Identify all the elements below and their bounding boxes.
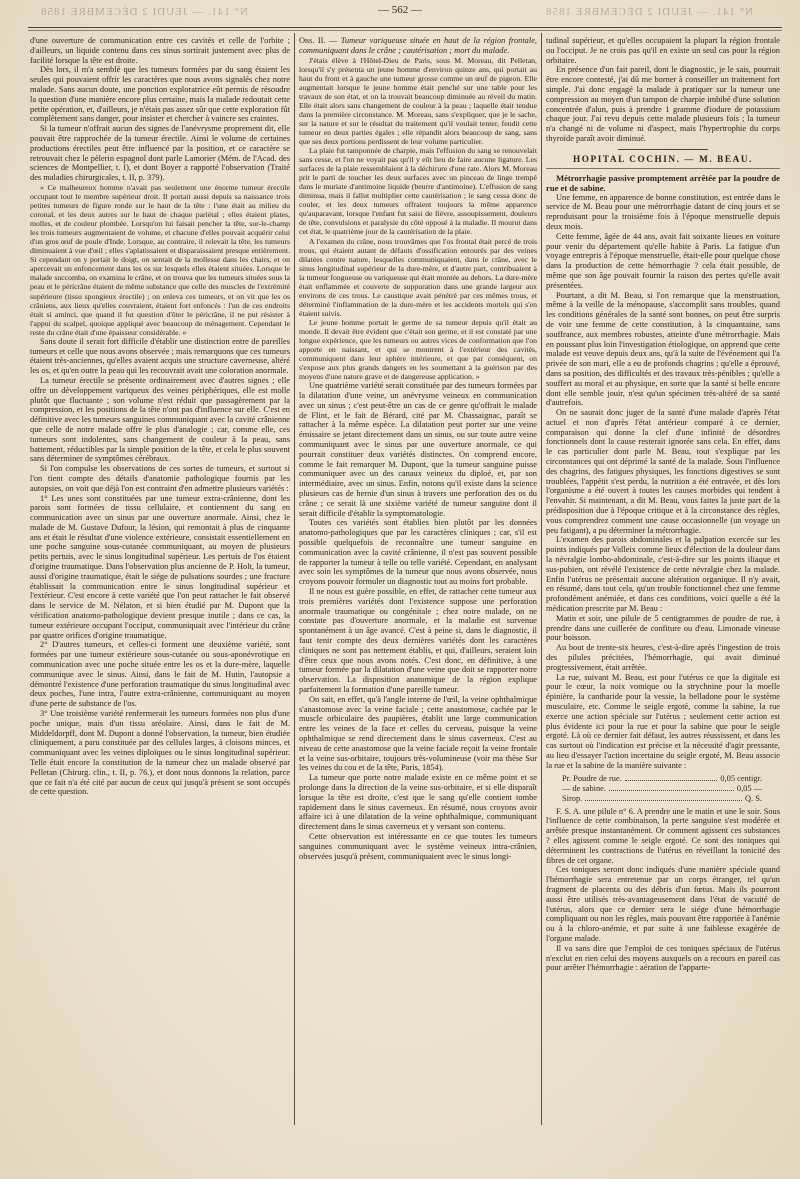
- bleed-through-header-right: N° 141. — JEUDI 2 DÉCEMBRE 1858: [545, 6, 754, 18]
- prescription-formula: [562, 774, 762, 804]
- column-divider-2: [541, 33, 542, 1125]
- column-3: [546, 36, 780, 973]
- formula-row: [562, 774, 762, 784]
- body-paragraph: La rue, suivant M. Beau, est pour l'utérus ce que la digitale est pour le cœur, la noix vomique ou la strychnine pour la moelle épinière, la cantharide pour la vessie, la belladone pour le système musculaire, etc. Comme le seigle ergoté, comme la sabine, la rue exerce une action spéciale sur l'utérus ; seulement cette action est plus évidente ici pour la rue et pour la sabine que pour le seigle ergoté. Là où ce dernier fait défaut, les autres réussissent, et dans les cas surtout où l'indication est précise et la nécessité d'agir pressante, au lieu d'essayer l'action incertaine du seigle ergoté, M. Beau associe la rue et la sabine de la manière suivante :: [546, 672, 780, 770]
- body-paragraph: Il va sans dire que l'emploi de ces toniques spéciaux de l'utérus n'exclut en rien celui des moyens auxquels on a recours en pareil cas pour arrêter l'hémorrhagie : aération de l'apparte-: [546, 943, 780, 973]
- body-paragraph: Cette femme, âgée de 44 ans, avait fait soixante lieues en voiture pour venir du département qu'elle habite à Paris. La fatigue d'un voyage entrepris à l'époque menstruelle, était-elle pour quelque chose dans la production de cette hémorrhagie ? cela était possible, de même que son âge pouvait fournir la raison des pertes qu'elle avait présentées.: [546, 231, 780, 290]
- body-paragraph: Matin et soir, une pilule de 5 centigrammes de poudre de rue, à prendre dans une cuillerée de confiture ou d'eau. Limonade vineuse pour boisson.: [546, 613, 780, 643]
- body-paragraph: Une quatrième variété serait constituée par des tumeurs formées par la dilatation d'une veine, un anévrysme veineux en communication avec un sinus ; c'est peut-être un cas de ce genre qu'offrait le malade de Flint, et le fait de Bérard, cité par M. Chassaignac, paraît se rattacher à la même espèce. La dilatation peut porter sur une veine émissaire se jetant directement dans un sinus, ou sur toute autre veine communiquant avec le sinus par une ouverture anormale, ce qui pourrait constituer deux variétés distinctes. On comprend encore, comme le fait remarquer M. Dupont, que la tumeur sanguine puisse communiquer avec un des canaux veineux du diploé, et, par son intermédiaire, avec un sinus. Enfin, notons qu'il existe dans la science plusieurs cas de hernie d'un sinus à travers une perforation des os du crâne ; ce serait là une sixième variété de tumeur sanguine dont il serait difficile d'établir la symptomatologie.: [299, 381, 537, 518]
- body-paragraph: Au bout de trente-six heures, c'est-à-dire après l'ingestion de trois des pilules précitées, l'hémorrhagie, qui avait diminué progressivement, était arrêtée.: [546, 643, 780, 672]
- formula-ingredient: — de sabine.: [562, 783, 606, 793]
- body-paragraph: Sans doute il serait fort difficile d'établir une distinction entre de pareilles tumeurs et celle que nous avons observée ; mais remarquons que ces tumeurs étaient très-anciennes, qu'elles avaient acquis une structure caverneuse, altéré les os, et qu'en outre la peau qui les recouvrait avait une coloration anormale.: [30, 336, 290, 376]
- formula-amount: 0,05 centigr.: [720, 773, 762, 783]
- quoted-passage: J'étais élève à l'Hôtel-Dieu de Paris, sous M. Moreau, dit Pelletan, lorsqu'il s'y présenta un jeune homme d'environ quinze ans, qui portait au haut du front et à gauche une tumeur grosse comme un œuf de pigeon. Elle augmentait lorsque le jeune homme était penché sur une table pour les travaux de son état, et on la trouvait beaucoup diminuée au réveil du matin. Elle était alors sans changement de couleur à la peau ; laquelle était tendue dans la première circonstance. M. Moreau, sans s'expliquer, que je le sache, sur la nature et sur le résultat du traitement qu'il voulait tenter, fendit cette tumeur en deux parties égales ; elle répandit alors beaucoup de sang, sans que ses deux portions perdissent de leur volume particulier.: [299, 55, 537, 147]
- observation-label: Obs. II. —: [299, 36, 338, 45]
- dotted-leader: [585, 800, 742, 801]
- formula-row: [562, 794, 762, 804]
- bleed-through-header-left: N° 141. — JEUDI 2 DÉCEMBRE 1858: [40, 6, 249, 18]
- body-paragraph: On sait, en effet, qu'à l'angle interne de l'œil, la veine ophthalmique s'anastomose avec la veine faciale ; cette anastomose, cachée par le muscle orbiculaire des paupières, établit une large communication entre les veines de la face et celles du cerveau, puisque la veine ophthalmique se rend directement dans le sinus caverneux. C'est au niveau de cette anastomose que la veine faciale reçoit la veine frontale et la veine sus-orbitaire, toujours très-volumineuse (voir ma thèse Sur les veines du cou et de la tête, Paris, 1854).: [299, 694, 537, 773]
- body-paragraph: Si la tumeur n'offrait aucun des signes de l'anévrysme proprement dit, elle pouvait être rapprochée de la tumeur érectile. Ainsi le volume de certaines productions érectiles peut être influencé par la position, et ce caractère se retrouvait chez le pèlerin espagnol dont parle Lamorier (Mém. de l'Acad. des sciences de Montpellier, t. I), et dont Boyer a rapporté l'observation (Traité des maladies chirurgicales, t. II, p. 379).: [30, 124, 290, 183]
- observation-heading: [299, 36, 537, 56]
- formula-row: [562, 784, 762, 794]
- body-paragraph: La tumeur que porte notre malade existe en ce même point et se prolonge dans la direction de la veine sus-orbitaire, et si elle disparaît lorsque la tête est droite, c'est que le sang qu'elle contient tombe rapidement dans le sinus caverneux. En résumé, nous croyons avoir affaire ici à une dilatation de la veine ophthalmique, communiquant directement dans le sinus caverneux et y versant son contenu.: [299, 773, 537, 832]
- formula-ingredient: Sirop.: [562, 793, 583, 803]
- quoted-passage: La plaie fut tamponnée de charpie, mais l'effusion du sang se renouvelait sans cesse, et l'on ne voyait pas qu'il y eût lieu de faire aucune ligature. Les surfaces de la plaie ressemblaient à la déchirure d'une rate. Alors M. Moreau prit le parti de toucher les deux surfaces avec un pinceau de linge trempé dans le muriate d'antimoine liquide (beurre d'antimoine). L'effusion de sang diminua, mais il fallut multiplier cette cautérisation ; le sang cessa donc de couler, et les deux tumeurs offraient toujours la même apparence qu'auparavant, lorsque l'enfant fut saisi de fièvre, assoupissement, douleurs de tête, convulsions et paralysie du côté opposé à la maladie. Il mourut dans cet état, le quatrième jour de la cautérisation de la plaie.: [299, 146, 537, 237]
- dotted-leader: [625, 780, 718, 781]
- body-paragraph: Pourtant, a dit M. Beau, si l'on remarque que la menstruation, même à la veille de la ménopause, s'accomplit sans troubles, quand les conditions générales de la santé sont bonnes, on peut être surpris de voir une femme de cette constitution, à la cinquantaine, sans souffrance, aux membres robustes, atteinte d'une métrorrhagie. Mais en poussant plus loin l'investigation étiologique, on apprend que cette malade est veuve depuis deux ans, qu'à la suite de l'événement qui l'a privée de son mari, elle a eu de profonds chagrins ; qu'elle a éprouvé, dans sa position, des difficultés et des travaux très-pénibles ; qu'elle a souffert au moral et au physique, en sorte que la santé si belle encore dont elle semble jouir, n'est qu'un spécimen très-altéré de sa santé d'autrefois.: [546, 290, 780, 408]
- body-paragraph: Toutes ces variétés sont établies bien plutôt par les données anatomo-pathologiques que par les caractères cliniques ; car, s'il est possible quelquefois de reconnaître une tumeur sanguine en communication avec la cavité crânienne, il n'est pas souvent possible de rapporter la tumeur à telle ou telle variété. Cependant, en analysant avec soin les symptômes de la tumeur que nous avons observée, nous croyons pouvoir formuler un diagnostic tout au moins fort probable.: [299, 518, 537, 587]
- quoted-passage: Le jeune homme portait le germe de sa tumeur depuis qu'il était au monde. Il devait être évident que c'était son germe, et il est constaté par une longue expérience, que les tumeurs ou autres vices de conformation que l'on apporte en naissant, et qui se montrent à l'extérieur des cavités, communiquent dans leur sphère intérieure, et que par conséquent, on s'expose aux plus grands dangers en les soumettant à la guérison par des moyens d'une nature grave et de dangereuse application. »: [299, 317, 537, 382]
- hospital-heading: HOPITAL COCHIN. — M. BEAU.: [572, 153, 754, 164]
- header-rule: [28, 27, 782, 28]
- quoted-passage: « Ce malheureux homme n'avait pas seulement une énorme tumeur érectile occupant tout le membre supérieur droit. Il portait aussi depuis sa naissance trois petites tumeurs de figure ronde sur le haut de la tête : l'une était au milieu du coronal, et les deux autres sur le haut de chaque pariétal ; elles étaient plates, molles, et de couleur plombée. Lorsqu'on lui faisait pencher la tête, sur-le-champ les trois tumeurs augmentaient de volume, et chacune d'elles pouvait acquérir celui d'un gros œuf de poule d'Inde. Lorsque, au contraire, il relevait la tête, les tumeurs diminuaient à vue d'œil ; elles s'aplatissaient et disparaissaient presque entièrement. Si cependant on y portait le doigt, on sentait de la mollesse dans les chairs, et on apercevait un enfoncement dans les os sur lesquels elles étaient situées. Lorsque le malade succomba, on examina le crâne, et on trouva que les tumeurs situées sous la peau et le péricrâne étaient de même substance que celle des muscles de l'extrémité supérieure (tissu spongieux érectile) ; on enleva ces tumeurs, et on vit que les os crâniens, aux lieux qu'elles couvraient, étaient fort enfoncés : l'un de ces endroits était si aminci, que quand il fut question d'ôter le péricrâne, il ne put résister à l'appui du scalpel, quoique appliqué avec beaucoup de ménagement. Cependant le reste du crâne était d'une épaisseur considérable. »: [30, 182, 290, 337]
- body-paragraph: En présence d'un fait pareil, dont le diagnostic, je le sais, pourrait être encore contesté, j'ai dû me borner à conseiller un traitement fort simple. J'ai donc engagé la malade à pratiquer sur la tumeur une compression au moyen d'un tampon de charpie imbibé d'une solution concentrée d'alun, puis à prendre 1 gramme d'iodure de potassium chaque jour. J'ai revu depuis cette malade plusieurs fois ; la tumeur n'a changé ni de volume ni d'aspect, mais l'hypertrophie du corps thyroïde paraît avoir diminué.: [546, 65, 780, 143]
- body-paragraph: On ne saurait donc juger de la santé d'une malade d'après l'état actuel et non d'après l'état antérieur comparé à ce dernier, comparaison qui donne la clef d'une infinité de désordres fonctionnels dont la cause resterait ignorée sans cela. En effet, dans le cas particulier dont parle M. Beau, tout s'explique par les circonstances qui ont déprimé la santé de la malade. Sous l'influence des chagrins, des fatigues physiques, les fonctions digestives se sont troublées, l'appétit s'est perdu, la nutrition a été entravée, et dès lors l'organisme a été ouvert à toutes les causes morbides qui tendent à l'envahir. Si maintenant, a dit M. Beau, vous faites la juste part de la prédisposition due à l'époque critique et à la circonstance des règles, vous comprendrez comment une cause occasionnelle (un voyage un peu fatigant), a pu déterminer la métrorrhagie.: [546, 408, 780, 535]
- body-paragraph: d'une ouverture de communication entre ces cavités et celle de l'orbite ; d'ailleurs, un liquide contenu dans ces sinus sortirait justement avec plus de facilité lorsque la tête est droite.: [30, 36, 290, 65]
- formula-amount: 0,05 —: [736, 783, 762, 793]
- formula-amount: Q. S.: [745, 793, 762, 803]
- body-paragraph: Une femme, en apparence de bonne constitution, est entrée dans le service de M. Beau pour une métrorrhagie datant de cinq jours et se reproduisant pour la troisième fois à l'époque menstruelle depuis deux mois.: [546, 192, 780, 231]
- body-paragraph: Cette observation est intéressante en ce que toutes les tumeurs sanguines communiquant avec le système veineux intra-crânien, observées jusqu'à présent, communiquaient avec le sinus longi-: [299, 831, 537, 861]
- quoted-passage: A l'examen du crâne, nous trouvâmes que l'os frontal était percé de trois trous, qui étaient autant de défauts d'ossification entourés par des veines dilatées contre nature, lesquelles communiquaient, dans le crâne, avec le sinus longitudinal supérieur de la dure-mère, et d'autre part, contribuaient à la tumeur fongueuse ou variqueuse qui était montée au dehors. La dure-mère était enflammée et couverte de suppuration dans une grande largeur aux environs de ces trous. Le caustique avait pénétré par ces mêmes trous, et déterminé l'inflammation de la dure-mère et les accidents mortels qui s'en étaient suivis.: [299, 236, 538, 318]
- page-number: — 562 —: [378, 4, 422, 16]
- body-paragraph: Il ne nous est guère possible, en effet, de rattacher cette tumeur aux trois premières variétés dont l'existence suppose une perforation anormale traumatique ou congénitale ; chez notre malade, on ne constate pas d'ouverture anormale, et la maladie est survenue spontanément à un âge avancé. C'est à peine si, dans le diagnostic, il faut tenir compte des deux dernières variétés dont les caractères cliniques ne sont pas nettement établis, et qui, d'ailleurs, seraient loin d'être ceux que nous avons notés. C'est donc, en définitive, à une tumeur formée par la dilatation d'une veine que doit se rapporter notre observation. La disposition anatomique de la région explique parfaitement la formation d'une pareille tumeur.: [299, 587, 537, 694]
- column-1: [30, 36, 290, 797]
- body-paragraph: La tumeur érectile se présente ordinairement avec d'autres signes ; elle offre un développement variqueux des veines périphériques, elle est molle plutôt que fluctuante ; son volume n'est réduit que passagèrement par la compression, et les positions de la tête n'ont pas d'influence sur elle. C'est en définitive avec les tumeurs sanguines communiquant avec la cavité crânienne que celle de notre malade offre le plus d'analogie ; car, comme elle, ces tumeurs sont indolentes, sans changement de couleur à la peau, sans battement, réductibles par la simple position de la tête, et cela le plus souvent sans déterminer de symptômes cérébraux.: [30, 375, 290, 464]
- body-paragraph: 2° D'autres tumeurs, et celles-ci forment une deuxième variété, sont formées par une tumeur extérieure sous-cutanée ou sous-aponévrotique en communication avec une poche située entre les os et la dure-mère, laquelle communique avec le sinus. Ainsi, dans le fait de M. Hutin, l'autopsie a démontré l'existence d'une perforation traumatique du sinus longitudinal avec deux poches, l'une intra, l'autre extra-crânienne, communiquant au moyen d'une perte de substance de l'os.: [30, 640, 290, 709]
- section-separator: [618, 149, 708, 150]
- body-paragraph: F. S. A. une pilule n° 6. A prendre une le matin et une le soir. Sous l'influence de cette combinaison, la perte sanguine s'est modérée et arrêtée presque instantanément. Or comment agissent ces substances ? elles agissent comme le seigle ergoté. Ce sont des toniques qui déterminent les contractions de l'utérus en réveillant la tonicité des fibres de cet organe.: [546, 806, 780, 865]
- dotted-leader: [609, 790, 734, 791]
- body-paragraph: Ces toniques seront donc indiqués d'une manière spéciale quand l'hémorrhagie sera entretenue par un corps étranger, tel qu'un fragment de placenta ou des débris d'un fœtus. Mais ils pourront aussi être utilisés très-avantageusement dans l'état de vacuité de l'utérus, alors que ce dernier sera le siége d'une hémorrhagie compliquant ou non les règles, mais pouvant être rapportée à l'anémie ou à la chloro-anémie, et par suite à une faiblesse exagérée de l'organe malade.: [546, 865, 780, 943]
- header-rule-secondary: [28, 30, 782, 31]
- body-paragraph: L'examen des parois abdominales et la palpation exercée sur les points indiqués par Valleix comme lieux d'élection de la douleur dans la névralgie lombo-abdominale, c'est-à-dire sur les points iliaque et sus-pubien, ont révélé l'existence de cette névralgie chez la malade. Enfin l'utérus ne présentait aucune altération organique. Il n'y avait, en résumé, dans tout cela, qu'un trouble fonctionnel chez une femme profondément anémiée, et dans ces conditions, voici quelle a été la médication prescrite par M. Beau :: [546, 535, 780, 614]
- body-paragraph: 1° Les unes sont constituées par une tumeur extra-crânienne, dont les parois sont formées de tissu cellulaire, et contiennent du sang en communication avec un sinus par une ouverture anormale. Ainsi, chez le malade de M. Gustave Dufour, la lésion, qui remontait à plus de cinquante ans et était le résultat d'une violence extérieure, consistait essentiellement en une poche sanguine sous-cutanée communiquant, au moyen de plusieurs petits pertuis, avec le sinus longitudinal supérieur. Les pertuis de l'os étaient d'origine traumatique. Dans l'observation plus ancienne de P. Holt, la tumeur, aussi d'origine traumatique, était le siége de pulsations sourdes ; une fracture établissait la communication entre le sinus longitudinal supérieur et l'extérieur. C'est encore à cette variété que l'on peut rattacher le fait observé dans le service de M. Nélaton, et si bien étudié par M. Dupont que la vérification anatomo-pathologique devient presque inutile ; dans ce cas, la tumeur extérieure occupant l'occiput, communiquait avec l'intérieur du crâne par quatre orifices d'origine traumatique.: [30, 493, 290, 640]
- observation-title: Tumeur variqueuse située en haut de la région frontale, communiquant dans le crâne ; cautérisation ; mort du malade.: [299, 36, 538, 55]
- case-title: Métrorrhagie passive promptement arrêtée par la poudre de rue et de sabine.: [546, 172, 780, 193]
- body-paragraph: tudinal supérieur, et qu'elles occupaient la plupart la région frontale ou l'occiput. Je ne crois pas qu'il en existe un seul cas pour la région orbitaire.: [546, 36, 780, 65]
- formula-ingredient: Pr. Poudre de rue.: [562, 773, 622, 783]
- body-paragraph: 3° Une troisième variété renfermerait les tumeurs formées non plus d'une poche unique, mais d'un tissu aréolaire. Ainsi, dans le fait de M. Middeldorpff, dont M. Dupont a donné l'observation, la tumeur, bien étudiée cliniquement, a paru constituée par des cellules larges, à cloisons minces, et communiquant avec les veines diploïques ou le sinus longitudinal supérieur. Telle était encore la constitution de la tumeur chez un malade observé par Pelletan (Chirurg. clin., t. II, p. 76.), et dont nous donnons la relation, parce que ce fait n'a été cité par aucun de ceux qui jusqu'à présent se sont occupés de cette question.: [30, 709, 290, 797]
- body-paragraph: Dès lors, il m'a semblé que les tumeurs formées par du sang étaient les seules qui pouvaient offrir les caractères que nous avons signalés chez notre malade. Sans aucun doute, une ponction exploratrice eût permis de résoudre la question d'une manière encore plus certaine, mais la malade redoutait cette petite opération, et, d'ailleurs, je n'étais pas assez sûr que cette exploration fût complètement sans danger, pour insister et chercher à vaincre ses craintes.: [30, 65, 290, 124]
- body-paragraph: Si l'on compulse les observations de ces sortes de tumeurs, et surtout si l'on tient compte des détails d'anatomie pathologique fournis par les autopsies, on voit que déjà l'on est contraint d'en admettre plusieurs variétés :: [30, 464, 290, 493]
- heading-rule: [546, 168, 780, 169]
- column-divider-1: [294, 33, 295, 1125]
- column-2: [299, 36, 537, 861]
